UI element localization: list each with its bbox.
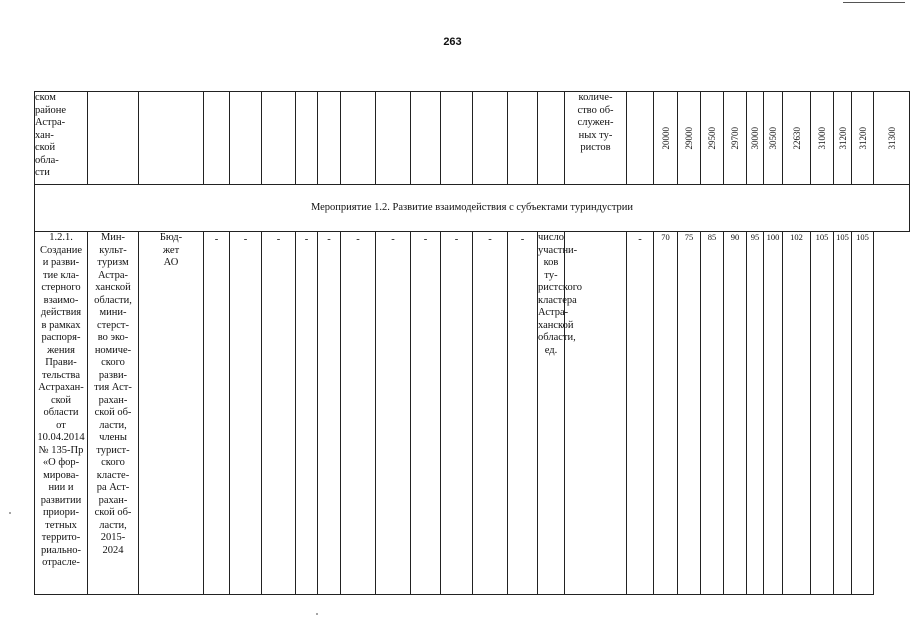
program-table (34, 91, 910, 595)
dash-cell: - (411, 232, 441, 595)
dash-cell: - (508, 232, 538, 595)
value-cell: 105 (834, 232, 852, 595)
empty-cell (508, 92, 538, 185)
value-cell: 29700 (724, 92, 747, 185)
funding-source-cell: Бюд- жет АО (139, 232, 204, 595)
value-cell: 31200 (834, 92, 852, 185)
dash-cell: - (262, 232, 296, 595)
top-rule (843, 2, 905, 3)
value-cell: 20000 (654, 92, 678, 185)
value-cell: 70 (654, 232, 678, 595)
value-cell: 29000 (678, 92, 701, 185)
dash-cell: - (296, 232, 318, 595)
value-cell: 95 (747, 232, 764, 595)
indicator-cell: количе- ство об- служен- ных ту- ристов (565, 92, 627, 185)
value-cell: 31000 (811, 92, 834, 185)
table-row (35, 92, 910, 185)
empty-cell (376, 92, 411, 185)
value-cell: 100 (764, 232, 783, 595)
section-title: Мероприятие 1.2. Развитие взаимодействия с субъектами туриндустрии (35, 185, 910, 232)
section-row (35, 185, 910, 232)
empty-cell (318, 92, 341, 185)
dash-cell: - (441, 232, 473, 595)
dash-cell: - (473, 232, 508, 595)
dash-cell: - (230, 232, 262, 595)
empty-cell (411, 92, 441, 185)
value-cell: 30000 (747, 92, 764, 185)
value-cell: 31200 (852, 92, 874, 185)
executor-cell: Мин- культ- туризм Астра- ханской области, мини- стерст- во эко- номиче- ского разви- тия Аст- рахан- ской об- ласти, члены турист- ского класте- ра Аст- рахан- ской об- ласти, 2015- 2024 (88, 232, 139, 595)
value-cell: 102 (783, 232, 811, 595)
dash-cell: - (318, 232, 341, 595)
empty-cell (341, 92, 376, 185)
dash-cell: - (376, 232, 411, 595)
empty-cell (627, 92, 654, 185)
empty-cell (262, 92, 296, 185)
value-cell: 75 (678, 232, 701, 595)
empty-cell (473, 92, 508, 185)
scan-speck (316, 613, 318, 615)
empty-cell (296, 92, 318, 185)
value-cell: 22630 (783, 92, 811, 185)
dash-cell: - (341, 232, 376, 595)
page-number: 263 (443, 36, 462, 48)
empty-cell (139, 92, 204, 185)
empty-cell (230, 92, 262, 185)
indicator-cell: число участни- ков ту- ристского кластера Астра- ханской области, ед. (538, 232, 565, 595)
value-cell: 90 (724, 232, 747, 595)
empty-cell (88, 92, 139, 185)
empty-cell (538, 92, 565, 185)
value-cell: 85 (701, 232, 724, 595)
scan-speck (9, 512, 11, 514)
value-cell: 29500 (701, 92, 724, 185)
event-name-cell: 1.2.1. Создание и разви- тие кла- стерного взаимо- действия в рамках распоря- жения Прави- тельства Астрахан- ской области от 10.04.2014 № 135-Пр «О фор- мирова- нии и развитии приори- тетных террито- риально- отрасле- (35, 232, 88, 595)
value-cell: - (627, 232, 654, 595)
empty-cell (204, 92, 230, 185)
value-cell: 31300 (874, 92, 910, 185)
value-cell: 105 (852, 232, 874, 595)
value-cell: 30500 (764, 92, 783, 185)
value-cell: 105 (811, 232, 834, 595)
empty-cell (441, 92, 473, 185)
dash-cell: - (204, 232, 230, 595)
event-name-cell: ском районе Астра- хан- ской обла- сти (35, 92, 88, 185)
table-row (35, 232, 910, 595)
